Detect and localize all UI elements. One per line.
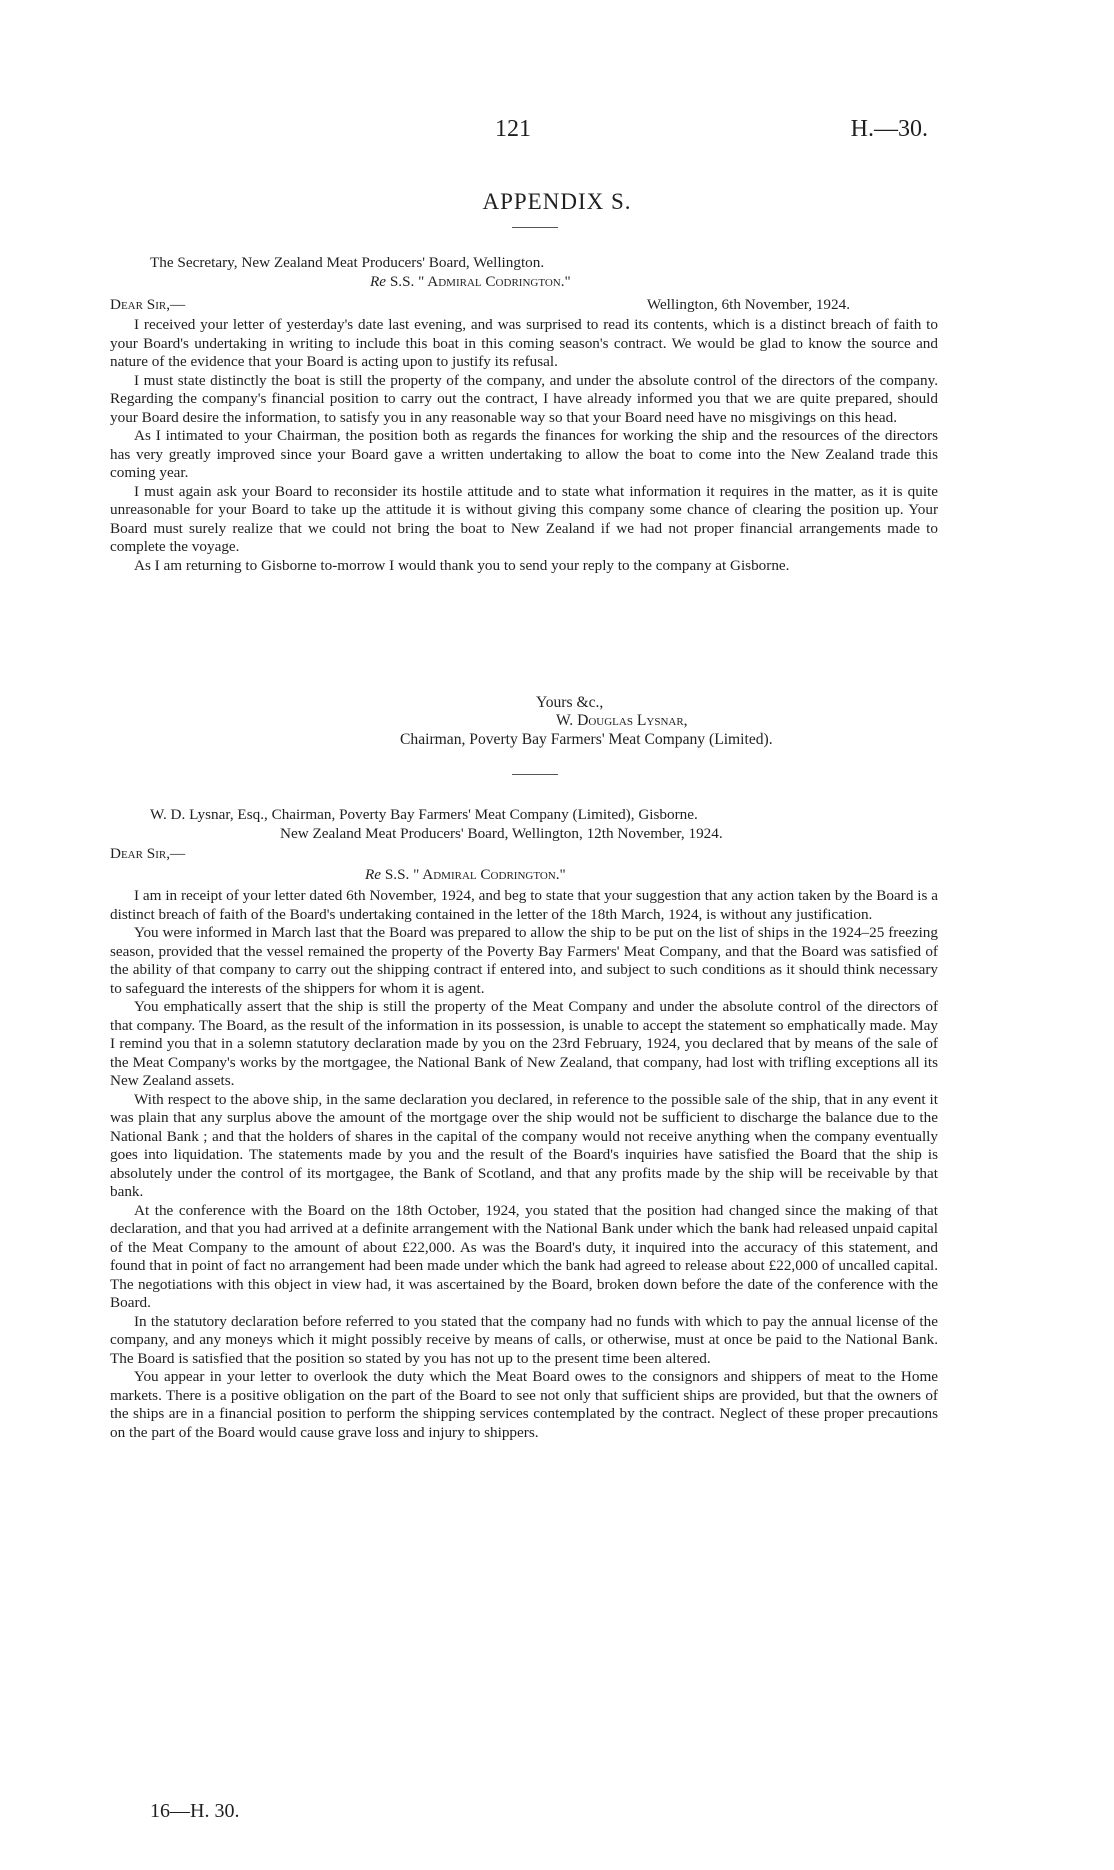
letter1-body [110, 316, 938, 575]
letter2-header [150, 806, 938, 843]
letter1-closing: Yours &c., [536, 694, 604, 711]
letter1-addressee: The Secretary, New Zealand Meat Producers' Board, Wellington. [150, 254, 545, 271]
letter1-paragraph: I must state distinctly the boat is still the property of the company, and under the absolute control of the directors of the company. Regarding the company's financial position to carry out the contract, I have already informed you that we are quite prepared, should your Board desire the information, to satisfy you in any reasonable way so that your Board need have no misgivings on this head. [110, 371, 938, 426]
letter-divider [512, 774, 558, 775]
letter2-paragraph: You appear in your letter to overlook the duty which the Meat Board owes to the consignors and shippers of meat to the Home markets. There is a positive obligation on the part of the Board to see not only that sufficient ships are provided, but that the owners of the ships are in a financial position to perform the shipping services contemplated by the contract. Neglect of these proper precautions on the part of the Board would cause grave loss and injury to shippers. [110, 1368, 938, 1441]
letter1-salutation: Dear Sir,— [110, 296, 186, 313]
letter2-paragraph: You emphatically assert that the ship is still the property of the Meat Company and under the absolute control of the directors of that company. The Board, as the result of the information in its possession, is unable to accept the statement so emphatically made. May I remind you that in a solemn statutory declaration made by you on the 23rd February, 1924, you declared that by means of the sale of the Meat Company's works by the mortgagee, the National Bank of New Zealand, that company, had lost with trifling exceptions all its New Zealand assets. [110, 998, 938, 1089]
letter2-paragraph: You were informed in March last that the Board was prepared to allow the ship to be put on the list of ships in the 1924–25 freezing season, provided that the vessel remained the property of the Poverty Bay Farmers' Meat Company, and that the Board was satisfied of the ability of that company to carry out the shipping contract if entered into, and subject to such conditions as it should think necessary to safeguard the interests of the shippers for whom it is agent. [110, 924, 938, 997]
letter1-paragraph: As I am returning to Gisborne to-morrow I would thank you to send your reply to the company at Gisborne. [134, 556, 790, 574]
letter2-body [110, 887, 938, 1442]
appendix-title: APPENDIX S. [482, 189, 632, 214]
letter2-from-line: New Zealand Meat Producers' Board, Wellington, 12th November, 1924. [280, 824, 723, 842]
letter1-re-subject: S.S. " Admiral Codrington." [389, 272, 571, 290]
letter1-paragraph: I received your letter of yesterday's date last evening, and was surprised to read its contents, which is a distinct breach of faith to your Board's undertaking in writing to include this boat in this coming season's contract. We would be glad to know the source and nature of the evidence that your Board is acting upon to justify its refusal. [110, 316, 938, 370]
letter2-re-prefix: Re [365, 866, 382, 883]
letter2-paragraph: At the conference with the Board on the 18th October, 1924, you stated that the position had changed since the making of that declaration, and that you had arrived at a definite arrangement with the National Bank under which the bank had released unpaid capital of the Meat Company to the amount of about £22,000. As was the Board's duty, it inquired into the accuracy of this statement, and found that in point of fact no arrangement had been made under which the bank had agreed to release about £22,000 of uncalled capital. The negotiations with this object in view had, it was ascertained by the Board, broken down before the date of the conference with the Board. [110, 1201, 938, 1311]
letter1-re-line [150, 273, 938, 292]
letter1-date: Wellington, 6th November, 1924. [646, 296, 850, 313]
letter2-re-row [150, 866, 938, 885]
letter1-paragraph: I must again ask your Board to reconsider its hostile attitude and to state what information it requires in the matter, as it is quite unreasonable for your Board to take up the attitude it is without giving this company some chance of clearing the position up. Your Board must surely realize that we could not bring the boat to New Zealand if we had not proper financial arrangements made to complete the voyage. [110, 482, 938, 555]
letter2-re-line [150, 866, 938, 885]
letter2-salutation-row [110, 845, 938, 864]
letter1-paragraph: As I intimated to your Chairman, the position both as regards the finances for working the ship and the resources of the directors has very greatly improved since your Board gave a written undertaking to allow the boat to come into the New Zealand trade this coming year. [110, 427, 938, 481]
page-code: H.—30. [850, 116, 928, 142]
letter2-re-subject: S.S. " Admiral Codrington." [384, 866, 566, 883]
letter1-salutation-row [110, 296, 938, 315]
letter2-paragraph: With respect to the above ship, in the same declaration you declared, in reference to the possible sale of the ship, that in any event it was plain that any surplus above the amount of the mortgage over the ship would not be sufficient to discharge the balance due to the National Bank ; and that the holders of shares in the capital of the company would not receive anything when the company eventually goes into liquidation. The statements made by you and the result of the Board's inquiries have satisfied the Board that the ship is absolutely under the control of its mortgagee, the Bank of Scotland, and that any profits made by the ship will be receivable by that bank. [110, 1090, 938, 1200]
title-divider [512, 227, 558, 228]
signature-code: 16—H. 30. [150, 1800, 240, 1822]
page-number: 121 [495, 116, 531, 142]
letter1-signatory-title: Chairman, Poverty Bay Farmers' Meat Company (Limited). [400, 731, 773, 748]
letter2-paragraph: In the statutory declaration before referred to you stated that the company had no funds with which to pay the annual license of the company, and any moneys which it might possibly receive by means of calls, or otherwise, must at once be paid to the National Bank. The Board is satisfied that the position so stated by you has not up to the present time been altered. [110, 1312, 938, 1367]
letter2-paragraph: I am in receipt of your letter dated 6th November, 1924, and beg to state that your suggestion that any action taken by the Board is a distinct breach of faith of the Board's undertaking contained in the letter of the 18th March, 1924, is without any justification. [110, 887, 938, 923]
letter2-salutation: Dear Sir,— [110, 845, 186, 862]
letter1-signatory: W. Douglas Lysnar, [556, 712, 688, 729]
letter2-addressee: W. D. Lysnar, Esq., Chairman, Poverty Bay Farmers' Meat Company (Limited), Gisborne. [150, 806, 698, 823]
letter1-re-prefix: Re [370, 272, 387, 290]
letter1-header [150, 254, 938, 291]
